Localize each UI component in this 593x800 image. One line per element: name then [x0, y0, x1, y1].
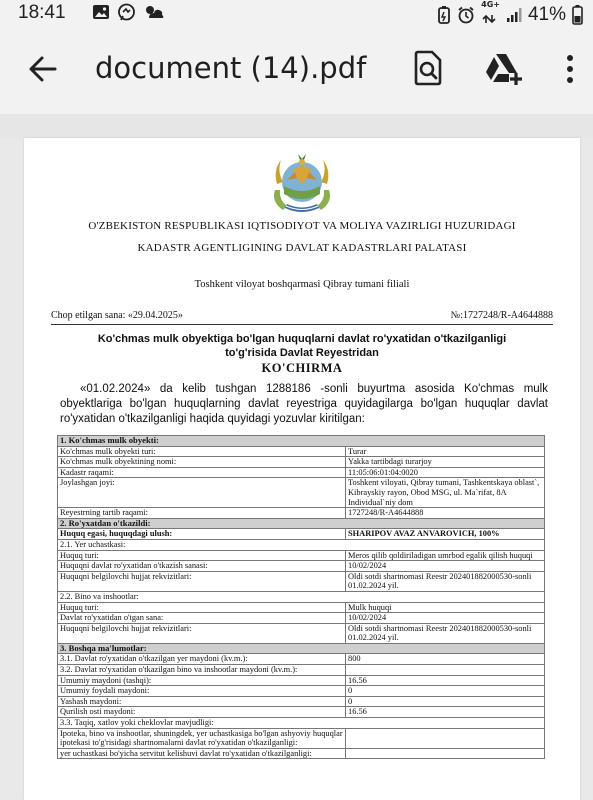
- table-cell-label: 3.1. Davlat ro'yxatidan o'tkazilgan yer maydoni (kv.m.):: [58, 654, 346, 665]
- table-cell-label: Huquqni belgilovchi hujjat rekvizitlari:: [58, 571, 346, 591]
- header-divider: [51, 324, 553, 325]
- table-cell-label: Huquq egasi, huquqdagi ulush:: [58, 529, 346, 540]
- table-row: [58, 508, 545, 519]
- table-cell-value: 16.56: [346, 707, 545, 718]
- network-indicator: [481, 1, 500, 28]
- table-cell-label: Yashash maydoni:: [58, 696, 346, 707]
- table-cell-label: 3. Boshqa ma'lumotlar:: [58, 643, 545, 654]
- document-heading: Ko'chmas mulk obyektiga bo'lgan huquqlarni davlat ro'yxatidan o'tkazilganligi to'g'risida Davlat Reyestridan: [97, 333, 507, 359]
- table-row: [58, 602, 545, 613]
- table-cell-value: Turar: [346, 446, 545, 457]
- table-cell-value: Oldi sotdi shartnomasi Reestr 202401882000530-sonli 01.02.2024 yil.: [346, 571, 545, 591]
- table-cell-label: Huquqni davlat ro'yxatidan o'tkazish sanasi:: [58, 561, 346, 572]
- table-row: [58, 675, 545, 686]
- organization-line-1: O'ZBEKISTON RESPUBLIKASI IQTISODIYOT VA MOLIYA VAZIRLIGI HUZURIDAGI: [88, 220, 516, 232]
- table-cell-label: Huquq turi:: [58, 550, 346, 561]
- registry-table: [57, 435, 545, 759]
- table-cell-label: Kadastr raqami:: [58, 467, 346, 478]
- more-options-icon[interactable]: [565, 54, 575, 84]
- table-row: [58, 591, 545, 602]
- table-section-row: [58, 436, 545, 447]
- table-cell-value: 0: [346, 686, 545, 697]
- document-title: document (14).pdf: [95, 51, 367, 85]
- table-row: [58, 696, 545, 707]
- table-row: [58, 446, 545, 457]
- organization-line-2: KADASTR AGENTLIGINING DAVLAT KADASTRLARI PALATASI: [137, 242, 467, 254]
- table-cell-label: 2.1. Yer uchastkasi:: [58, 539, 545, 550]
- table-cell-value: Oldi sotdi shartnomasi Reestr 202401882000530-sonli 01.02.2024 yil.: [346, 623, 545, 643]
- table-cell-label: Umumiy maydoni (tashqi):: [58, 675, 346, 686]
- gallery-icon: [92, 3, 110, 21]
- back-arrow-icon[interactable]: [28, 54, 58, 84]
- table-cell-value: 1727248/R-A4644888: [346, 508, 545, 519]
- table-section-row: [58, 518, 545, 529]
- table-cell-value: [346, 728, 545, 748]
- table-cell-value: SHARIPOV AVAZ ANVAROVICH, 100%: [346, 529, 545, 540]
- table-cell-value: 10/02/2024: [346, 613, 545, 624]
- clock: 18:41: [18, 2, 66, 23]
- table-row: [58, 571, 545, 591]
- table-cell-label: Joylashgan joyi:: [58, 478, 346, 508]
- battery-percent: 41%: [527, 3, 566, 25]
- table-row: [58, 665, 545, 676]
- weather-icon: [143, 3, 165, 21]
- network-type: 4G+: [481, 0, 500, 9]
- registry-table-body: [58, 436, 545, 759]
- table-cell-label: Umumiy foydali maydoni:: [58, 686, 346, 697]
- table-cell-value: [346, 665, 545, 676]
- table-cell-label: Qurilish osti maydoni:: [58, 707, 346, 718]
- table-cell-value: Toshkent viloyati, Qibray tumani, Tashkentskaya oblast`, Kibrayskiy rayon, Obod MSG, ul. Ma`rifat, 8A Individual`niy dom: [346, 478, 545, 508]
- add-to-drive-icon[interactable]: [485, 52, 523, 86]
- table-row: [58, 561, 545, 572]
- status-bar: [0, 0, 593, 26]
- table-cell-value: 16.56: [346, 675, 545, 686]
- messenger-icon: [117, 3, 136, 22]
- table-cell-label: 1. Ko'chmas mulk obyekti:: [58, 436, 545, 447]
- table-cell-value: Mulk huquqi: [346, 602, 545, 613]
- table-row: [58, 748, 545, 759]
- table-cell-value: [346, 748, 545, 759]
- table-row: [58, 654, 545, 665]
- table-cell-label: 3.2. Davlat ro'yxatidan o'tkazilgan bino va inshootlar maydoni (kv.m.):: [58, 665, 346, 676]
- page-gutter: [0, 114, 593, 138]
- table-row: [58, 718, 545, 729]
- table-row: [58, 613, 545, 624]
- table-cell-label: Ko'chmas mulk obyektining nomi:: [58, 457, 346, 468]
- table-row: [58, 686, 545, 697]
- document-number: №:1727248/R-A4644888: [450, 310, 553, 321]
- signal-icon: [506, 7, 522, 23]
- table-cell-value: Meros qilib qoldiriladigan umrbod egalik qilish huquqi: [346, 550, 545, 561]
- table-cell-value: Yakka tartibdagi turarjoy: [346, 457, 545, 468]
- branch-name: Toshkent viloyat boshqarmasi Qibray tumani filiali: [194, 279, 410, 290]
- alarm-icon: [457, 6, 475, 24]
- battery-saver-icon: [437, 6, 451, 24]
- table-cell-label: Ko'chmas mulk obyekti turi:: [58, 446, 346, 457]
- table-cell-label: 2.2. Bino va inshootlar:: [58, 591, 545, 602]
- table-cell-label: yer uchastkasi bo'yicha servitut kelishuvi davlat ro'yxatidan o'tkazilganligi:: [58, 748, 346, 759]
- intro-paragraph: «01.02.2024» da kelib tushgan 1288186 -sonli buyurtma asosida Ko'chmas mulk obyektlariga bo'lgan huquqlarning davlat reyestriga quyidagilarga bo'lgan huquqlar davlat ro'yxatidan o'tkazilganligi haqida quyidagi yozuvlar kiritilgan:: [60, 383, 548, 425]
- state-emblem: [267, 150, 337, 218]
- table-row: [58, 707, 545, 718]
- table-row: [58, 539, 545, 550]
- app-bar: [0, 26, 593, 114]
- table-cell-value: 0: [346, 696, 545, 707]
- table-row: [58, 467, 545, 478]
- print-date: Chop etilgan sana: «29.04.2025»: [51, 310, 183, 321]
- table-cell-label: Ipoteka, bino va inshootlar, shuningdek, yer uchastkasiga bo'lgan ashyoviy huquqlar ipotekasi to'g'risidagi shartnomalarni davlat ro'yxatidan o'tkazilganligi:: [58, 728, 346, 748]
- table-section-row: [58, 643, 545, 654]
- table-row: [58, 550, 545, 561]
- search-document-icon[interactable]: [413, 50, 443, 86]
- table-cell-label: Huquqni belgilovchi hujjat rekvizitlari:: [58, 623, 346, 643]
- table-cell-label: 2. Ro'yxatdan o'tkazildi:: [58, 518, 545, 529]
- data-arrows-icon: [481, 14, 497, 24]
- table-row: [58, 623, 545, 643]
- table-cell-value: 10/02/2024: [346, 561, 545, 572]
- table-row: [58, 457, 545, 468]
- table-row: [58, 478, 545, 508]
- table-cell-label: 3.3. Taqiq, xatlov yoki cheklovlar mavjudligi:: [58, 718, 545, 729]
- table-row: [58, 728, 545, 748]
- table-cell-label: Davlat ro'yxatidan o'tgan sana:: [58, 613, 346, 624]
- document-type: KO'CHIRMA: [261, 361, 343, 375]
- table-cell-value: 800: [346, 654, 545, 665]
- table-row: [58, 529, 545, 540]
- pdf-page[interactable]: [24, 138, 580, 800]
- table-cell-value: 11:05:06:01:04:0020: [346, 467, 545, 478]
- battery-icon: [572, 5, 583, 25]
- table-cell-label: Reyestrning tartib raqami:: [58, 508, 346, 519]
- table-cell-label: Huquq turi:: [58, 602, 346, 613]
